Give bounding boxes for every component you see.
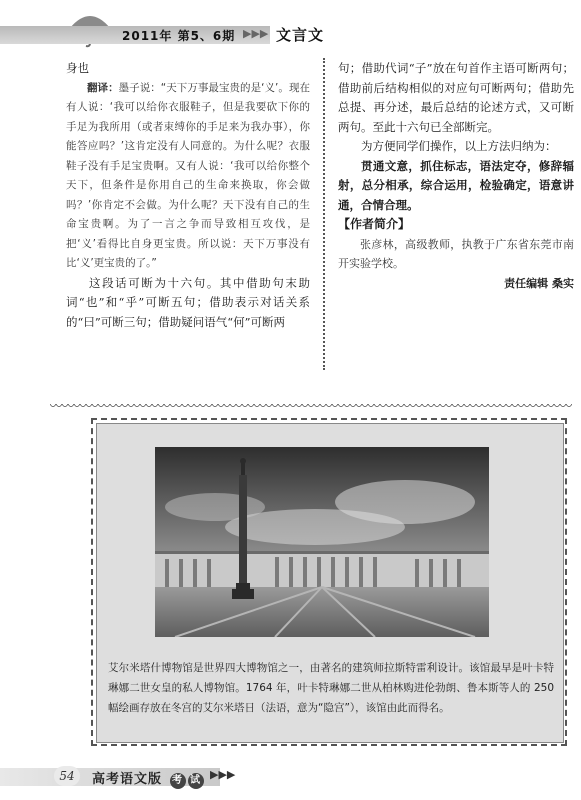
author-bio: 张彦林，高级教师，执教于广东省东莞市南开实验学校。 <box>338 237 574 270</box>
column-divider <box>323 58 327 370</box>
editor-credit: 责任编辑 桑实 <box>504 276 574 290</box>
page-footer <box>0 760 581 800</box>
translation-label: 翻译： <box>87 81 119 94</box>
magazine-name <box>92 768 204 789</box>
continuation-line: 身也 <box>66 61 89 75</box>
method-summary: 贯通文意，抓住标志，语法定夺，修辞辐射，总分相承，综合运用，检验确定，语意讲通，合情合理。 <box>338 158 574 212</box>
right-column <box>338 59 574 293</box>
author-heading: 【作者简介】 <box>338 217 411 231</box>
badge-kao: 考 <box>170 773 186 789</box>
section-title: 文言文 <box>276 26 325 44</box>
left-column <box>66 59 310 332</box>
wavy-divider <box>50 404 572 410</box>
summary-intro: 为方便同学们操作，以上方法归纳为： <box>361 139 557 153</box>
translation-text: 墨子说：“天下万事最宝贵的是‘义’。现在有人说：‘我可以给你衣服鞋子，但是我要砍下你的手足为我所用（或者束缚你的手足来为我办事），你能答应吗？’这肯定没有人同意的。为什么呢？衣服鞋子没有手足宝贵啊。又有人说：‘我可以给你整个天下，但条件是你用自己的生命来换取，你会做吗？’你肯定不会做。为什么呢？天下没有自己的生命宝贵啊。为了一言之争而导致相互攻伐，是把‘义’看得比自身更宝贵。所以说：天下万事没有比‘义’更宝贵的了。” <box>66 81 310 269</box>
translation-paragraph <box>66 79 310 274</box>
badge-shi: 试 <box>188 773 204 789</box>
magazine-title: 高考语文版 <box>92 772 163 787</box>
header-arrows-icon: ▶▶▶ <box>243 27 269 40</box>
page-header <box>0 0 581 50</box>
page-number: 54 <box>54 766 80 786</box>
issue-label: 2011年 第5、6期 <box>122 29 236 43</box>
photo-caption: 艾尔米塔什博物馆是世界四大博物馆之一，由著名的建筑师拉斯特雷利设计。该馆最早是叶卡特琳娜二世女皇的私人博物馆。1764 年，叶卡特琳娜二世从柏林购进伦勃朗、鲁本斯等人的 250 幅绘画存放在冬宫的艾尔米塔日（法语，意为“隐宫”），该馆由此而得名。 <box>108 662 554 714</box>
analysis-paragraph: 这段话可断为十六句。其中借助句末助词“也”和“乎”可断五句；借助表示对话关系的“曰”可断三句；借助疑问语气“何”可断两 <box>66 275 310 329</box>
footer-arrows-icon: ▶▶▶ <box>210 768 236 781</box>
palace-square-column-photo <box>155 447 489 637</box>
analysis-continuation: 句；借助代词“子”放在句首作主语可断两句；借助前后结构相似的对应句可断两句；借助先总提、再分述，最后总结的论述方式，又可断两句。至此十六句已全部断完。 <box>338 61 574 134</box>
